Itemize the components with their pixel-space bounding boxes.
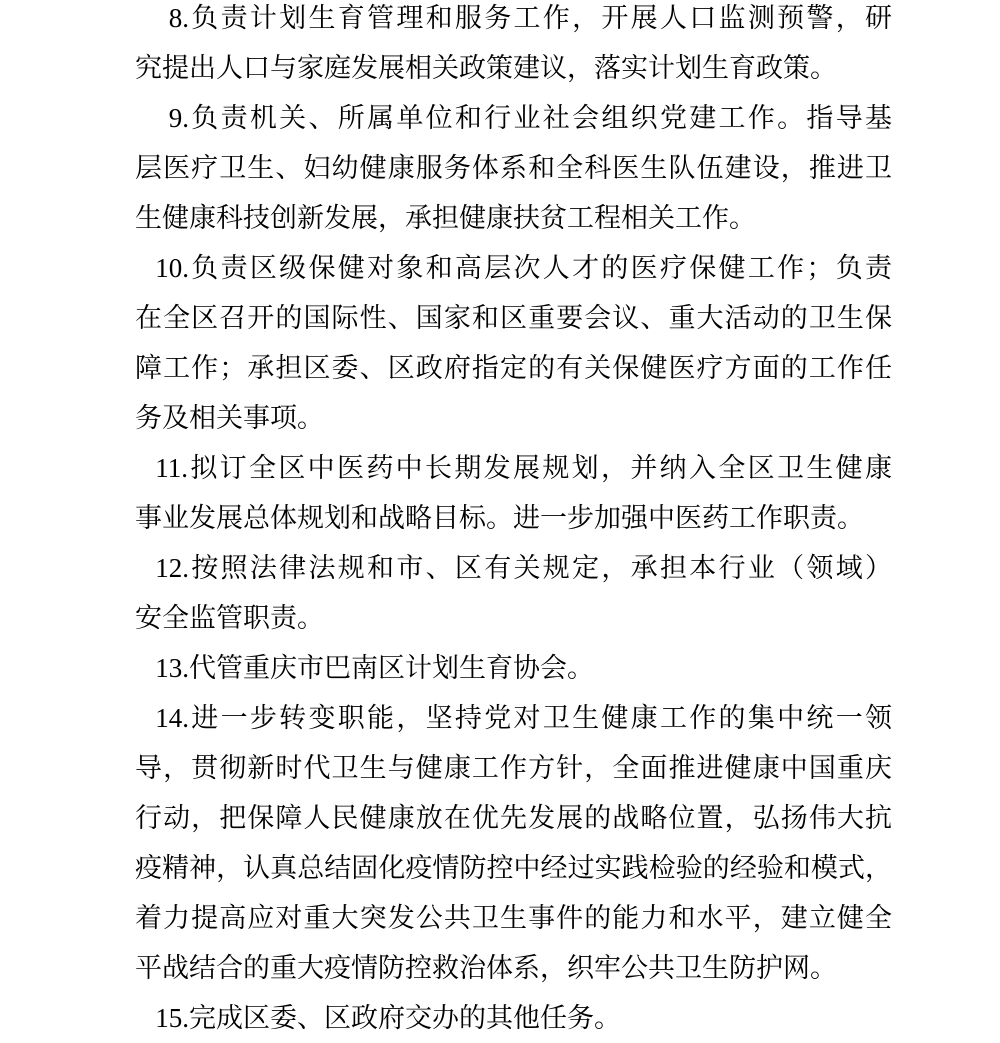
document-text-block xyxy=(135,0,892,1043)
text-line: 平战结合的重大疫情防控救治体系，织牢公共卫生防护网。 xyxy=(135,953,837,983)
text-line: 12.按照法律法规和市、区有关规定，承担本行业（领域） xyxy=(155,553,892,583)
text-line: 8.负责计划生育管理和服务工作，开展人口监测预警，研 xyxy=(168,3,892,33)
duty-item-10 xyxy=(135,243,892,443)
text-line: 着力提高应对重大突发公共卫生事件的能力和水平，建立健全 xyxy=(135,903,892,933)
text-line: 务及相关事项。 xyxy=(135,403,324,433)
text-line: 究提出人口与家庭发展相关政策建议，落实计划生育政策。 xyxy=(135,53,837,83)
text-line: 生健康科技创新发展，承担健康扶贫工程相关工作。 xyxy=(135,203,756,233)
text-line: 层医疗卫生、妇幼健康服务体系和全科医生队伍建设，推进卫 xyxy=(135,153,892,183)
text-line: 11.拟订全区中医药中长期发展规划，并纳入全区卫生健康 xyxy=(155,453,892,483)
text-line: 9.负责机关、所属单位和行业社会组织党建工作。指导基 xyxy=(168,103,892,133)
text-line: 疫精神，认真总结固化疫情防控中经过实践检验的经验和模式， xyxy=(135,853,892,883)
text-line: 障工作；承担区委、区政府指定的有关保健医疗方面的工作任 xyxy=(135,353,892,383)
duty-item-12 xyxy=(135,543,892,643)
duty-item-14 xyxy=(135,693,892,993)
duty-item-9 xyxy=(135,93,892,243)
text-line: 安全监管职责。 xyxy=(135,603,324,633)
text-line: 事业发展总体规划和战略目标。进一步加强中医药工作职责。 xyxy=(135,503,864,533)
duty-item-15 xyxy=(135,993,892,1043)
text-line: 13.代管重庆市巴南区计划生育协会。 xyxy=(155,653,594,683)
duty-item-13 xyxy=(135,643,892,693)
text-line: 14.进一步转变职能，坚持党对卫生健康工作的集中统一领 xyxy=(155,703,892,733)
text-line: 10.负责区级保健对象和高层次人才的医疗保健工作；负责 xyxy=(155,253,892,283)
text-line: 行动，把保障人民健康放在优先发展的战略位置，弘扬伟大抗 xyxy=(135,803,892,833)
duty-item-11 xyxy=(135,443,892,543)
duty-item-8 xyxy=(135,0,892,93)
text-line: 15.完成区委、区政府交办的其他任务。 xyxy=(155,1003,621,1033)
text-line: 在全区召开的国际性、国家和区重要会议、重大活动的卫生保 xyxy=(135,303,892,333)
text-line: 导，贯彻新时代卫生与健康工作方针，全面推进健康中国重庆 xyxy=(135,753,892,783)
